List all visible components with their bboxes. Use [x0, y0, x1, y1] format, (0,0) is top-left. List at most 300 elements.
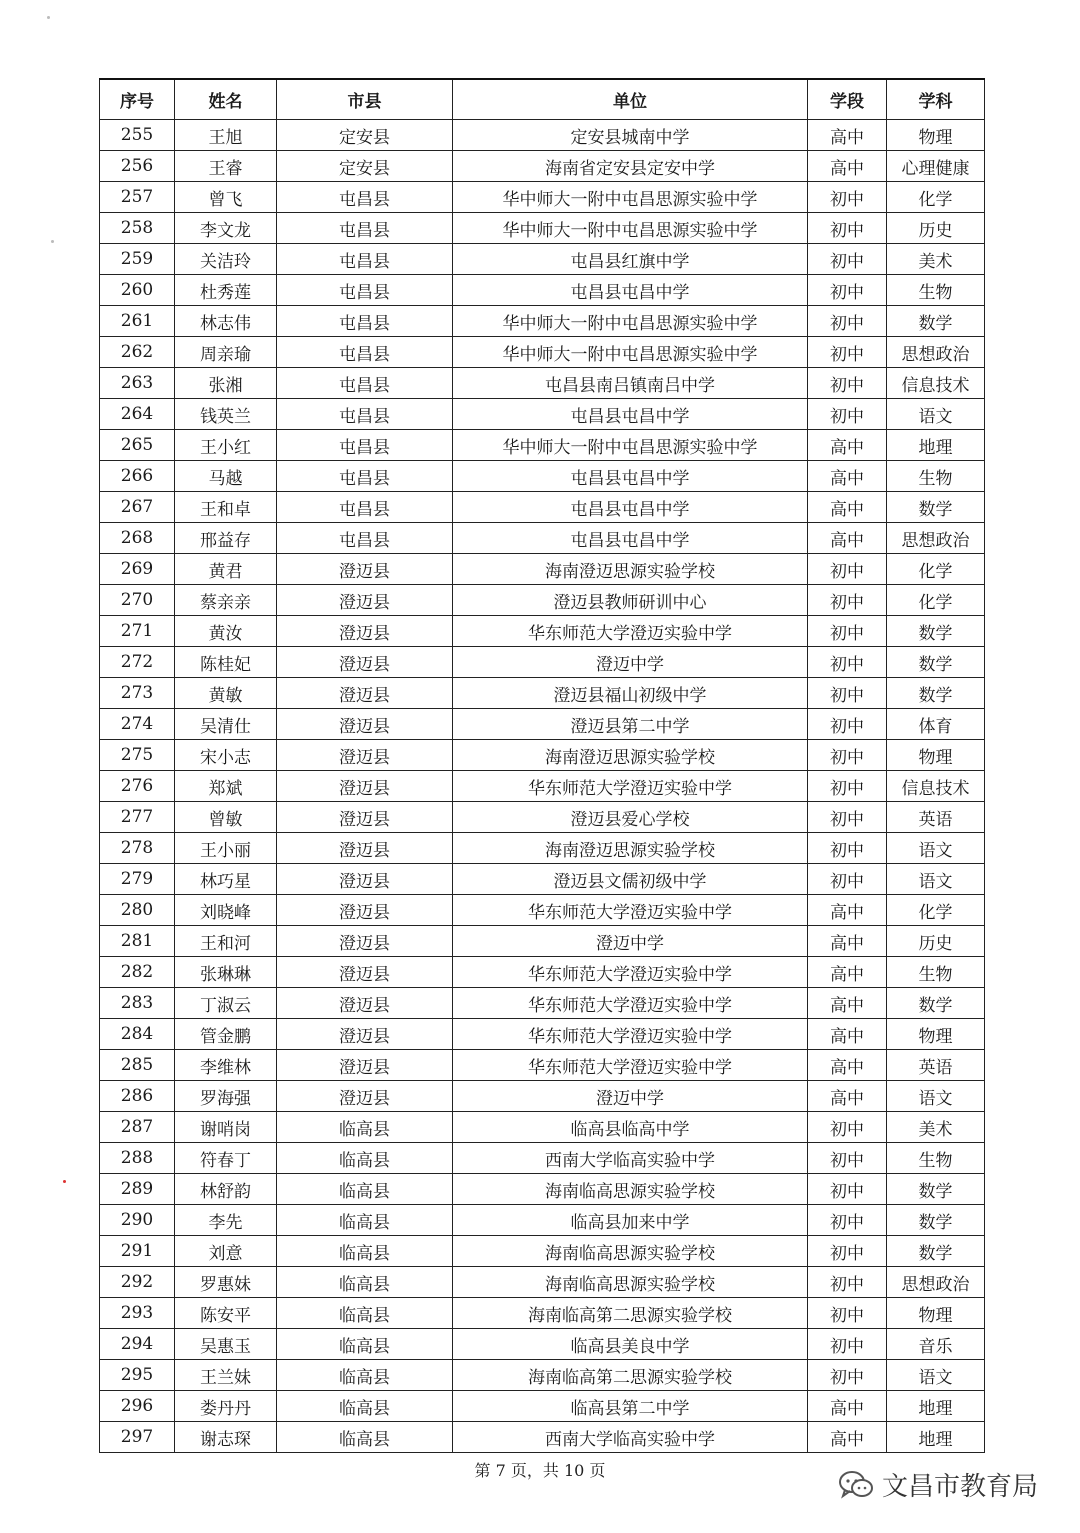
- header-stage: 学段: [808, 79, 887, 120]
- cell-county: 屯昌县: [277, 182, 453, 213]
- cell-subject: 语文: [887, 1081, 985, 1112]
- cell-stage: 初中: [808, 864, 887, 895]
- cell-name: 张琳琳: [175, 957, 277, 988]
- cell-county: 临高县: [277, 1174, 453, 1205]
- cell-name: 陈安平: [175, 1298, 277, 1329]
- cell-unit: 华中师大一附中屯昌思源实验中学: [453, 430, 808, 461]
- cell-index: 291: [100, 1236, 175, 1267]
- cell-stage: 初中: [808, 306, 887, 337]
- table-row: [100, 1422, 985, 1453]
- cell-index: 294: [100, 1329, 175, 1360]
- cell-subject: 物理: [887, 120, 985, 151]
- cell-county: 临高县: [277, 1298, 453, 1329]
- cell-index: 259: [100, 244, 175, 275]
- table-row: [100, 709, 985, 740]
- table-row: [100, 647, 985, 678]
- cell-name: 王睿: [175, 151, 277, 182]
- cell-index: 292: [100, 1267, 175, 1298]
- cell-unit: 屯昌县屯昌中学: [453, 461, 808, 492]
- cell-county: 屯昌县: [277, 337, 453, 368]
- cell-subject: 体育: [887, 709, 985, 740]
- cell-name: 黄敏: [175, 678, 277, 709]
- cell-unit: 华中师大一附中屯昌思源实验中学: [453, 337, 808, 368]
- cell-stage: 高中: [808, 492, 887, 523]
- table-row: [100, 1112, 985, 1143]
- cell-county: 临高县: [277, 1329, 453, 1360]
- cell-index: 268: [100, 523, 175, 554]
- cell-unit: 澄迈县文儒初级中学: [453, 864, 808, 895]
- cell-subject: 信息技术: [887, 368, 985, 399]
- header-county: 市县: [277, 79, 453, 120]
- table-row: [100, 988, 985, 1019]
- cell-index: 262: [100, 337, 175, 368]
- table-row: [100, 1298, 985, 1329]
- cell-index: 274: [100, 709, 175, 740]
- cell-county: 临高县: [277, 1205, 453, 1236]
- cell-subject: 物理: [887, 1298, 985, 1329]
- cell-index: 297: [100, 1422, 175, 1453]
- cell-county: 澄迈县: [277, 554, 453, 585]
- cell-name: 王和卓: [175, 492, 277, 523]
- cell-index: 261: [100, 306, 175, 337]
- cell-index: 287: [100, 1112, 175, 1143]
- cell-county: 澄迈县: [277, 1050, 453, 1081]
- cell-unit: 屯昌县南吕镇南吕中学: [453, 368, 808, 399]
- cell-name: 蔡亲亲: [175, 585, 277, 616]
- cell-unit: 华东师范大学澄迈实验中学: [453, 771, 808, 802]
- cell-name: 钱英兰: [175, 399, 277, 430]
- cell-unit: 海南临高思源实验学校: [453, 1236, 808, 1267]
- cell-stage: 初中: [808, 1298, 887, 1329]
- cell-name: 罗海强: [175, 1081, 277, 1112]
- cell-index: 282: [100, 957, 175, 988]
- cell-stage: 初中: [808, 182, 887, 213]
- cell-subject: 美术: [887, 244, 985, 275]
- cell-index: 258: [100, 213, 175, 244]
- cell-name: 马越: [175, 461, 277, 492]
- table-row: [100, 1174, 985, 1205]
- cell-name: 刘意: [175, 1236, 277, 1267]
- scan-speck: [51, 240, 54, 243]
- cell-stage: 初中: [808, 678, 887, 709]
- cell-unit: 华中师大一附中屯昌思源实验中学: [453, 182, 808, 213]
- table-row: [100, 461, 985, 492]
- cell-subject: 数学: [887, 1205, 985, 1236]
- cell-stage: 初中: [808, 1174, 887, 1205]
- cell-stage: 高中: [808, 988, 887, 1019]
- cell-name: 王小红: [175, 430, 277, 461]
- table-row: [100, 120, 985, 151]
- cell-subject: 生物: [887, 1143, 985, 1174]
- cell-county: 临高县: [277, 1422, 453, 1453]
- cell-stage: 初中: [808, 399, 887, 430]
- cell-name: 林志伟: [175, 306, 277, 337]
- cell-subject: 化学: [887, 585, 985, 616]
- cell-index: 293: [100, 1298, 175, 1329]
- cell-index: 275: [100, 740, 175, 771]
- cell-index: 263: [100, 368, 175, 399]
- cell-unit: 澄迈中学: [453, 926, 808, 957]
- cell-unit: 海南澄迈思源实验学校: [453, 554, 808, 585]
- table-row: [100, 926, 985, 957]
- cell-subject: 化学: [887, 895, 985, 926]
- cell-subject: 地理: [887, 1391, 985, 1422]
- cell-index: 278: [100, 833, 175, 864]
- cell-subject: 生物: [887, 275, 985, 306]
- cell-unit: 西南大学临高实验中学: [453, 1143, 808, 1174]
- cell-index: 269: [100, 554, 175, 585]
- cell-county: 澄迈县: [277, 740, 453, 771]
- table-row: [100, 182, 985, 213]
- cell-unit: 临高县美良中学: [453, 1329, 808, 1360]
- cell-unit: 海南临高思源实验学校: [453, 1174, 808, 1205]
- cell-index: 271: [100, 616, 175, 647]
- cell-unit: 海南澄迈思源实验学校: [453, 740, 808, 771]
- table-row: [100, 585, 985, 616]
- table-row: [100, 864, 985, 895]
- cell-index: 281: [100, 926, 175, 957]
- cell-county: 澄迈县: [277, 647, 453, 678]
- table-row: [100, 523, 985, 554]
- cell-unit: 海南临高第二思源实验学校: [453, 1360, 808, 1391]
- cell-county: 屯昌县: [277, 275, 453, 306]
- cell-index: 283: [100, 988, 175, 1019]
- cell-name: 娄丹丹: [175, 1391, 277, 1422]
- cell-subject: 数学: [887, 616, 985, 647]
- table-row: [100, 1267, 985, 1298]
- cell-stage: 高中: [808, 957, 887, 988]
- wechat-chat-icon: [838, 1470, 874, 1500]
- cell-name: 符春丁: [175, 1143, 277, 1174]
- table-row: [100, 771, 985, 802]
- cell-unit: 华东师范大学澄迈实验中学: [453, 988, 808, 1019]
- cell-stage: 高中: [808, 461, 887, 492]
- cell-name: 宋小志: [175, 740, 277, 771]
- cell-county: 屯昌县: [277, 523, 453, 554]
- cell-county: 定安县: [277, 151, 453, 182]
- cell-name: 林舒韵: [175, 1174, 277, 1205]
- table-row: [100, 1143, 985, 1174]
- cell-county: 澄迈县: [277, 1019, 453, 1050]
- cell-name: 邢益存: [175, 523, 277, 554]
- cell-subject: 音乐: [887, 1329, 985, 1360]
- cell-stage: 初中: [808, 337, 887, 368]
- cell-county: 屯昌县: [277, 399, 453, 430]
- cell-county: 屯昌县: [277, 430, 453, 461]
- cell-subject: 思想政治: [887, 1267, 985, 1298]
- cell-name: 陈桂妃: [175, 647, 277, 678]
- table-row: [100, 1236, 985, 1267]
- cell-unit: 华东师范大学澄迈实验中学: [453, 616, 808, 647]
- cell-county: 澄迈县: [277, 678, 453, 709]
- header-name: 姓名: [175, 79, 277, 120]
- cell-unit: 海南临高思源实验学校: [453, 1267, 808, 1298]
- cell-county: 屯昌县: [277, 492, 453, 523]
- table-row: [100, 275, 985, 306]
- teacher-roster-table: [99, 78, 985, 1453]
- table-row: [100, 802, 985, 833]
- cell-subject: 化学: [887, 182, 985, 213]
- cell-stage: 初中: [808, 213, 887, 244]
- cell-index: 273: [100, 678, 175, 709]
- header-index: 序号: [100, 79, 175, 120]
- cell-unit: 临高县加来中学: [453, 1205, 808, 1236]
- table-row: [100, 554, 985, 585]
- cell-stage: 高中: [808, 1422, 887, 1453]
- cell-subject: 数学: [887, 1174, 985, 1205]
- cell-unit: 华中师大一附中屯昌思源实验中学: [453, 306, 808, 337]
- table-row: [100, 1019, 985, 1050]
- cell-unit: 屯昌县屯昌中学: [453, 399, 808, 430]
- table-row: [100, 833, 985, 864]
- cell-index: 288: [100, 1143, 175, 1174]
- cell-unit: 华东师范大学澄迈实验中学: [453, 895, 808, 926]
- cell-unit: 澄迈中学: [453, 1081, 808, 1112]
- cell-name: 关洁玲: [175, 244, 277, 275]
- cell-unit: 海南澄迈思源实验学校: [453, 833, 808, 864]
- cell-name: 周亲瑜: [175, 337, 277, 368]
- table-header-row: [100, 79, 985, 120]
- watermark-text: 文昌市教育局: [882, 1472, 1039, 1502]
- cell-index: 290: [100, 1205, 175, 1236]
- cell-county: 临高县: [277, 1143, 453, 1174]
- table-row: [100, 1205, 985, 1236]
- cell-county: 屯昌县: [277, 306, 453, 337]
- cell-index: 276: [100, 771, 175, 802]
- cell-name: 杜秀莲: [175, 275, 277, 306]
- cell-county: 澄迈县: [277, 802, 453, 833]
- table-row: [100, 337, 985, 368]
- cell-unit: 澄迈县爱心学校: [453, 802, 808, 833]
- cell-index: 260: [100, 275, 175, 306]
- cell-stage: 高中: [808, 1391, 887, 1422]
- cell-index: 265: [100, 430, 175, 461]
- cell-name: 王和河: [175, 926, 277, 957]
- table-row: [100, 430, 985, 461]
- cell-county: 澄迈县: [277, 709, 453, 740]
- cell-name: 张湘: [175, 368, 277, 399]
- cell-stage: 高中: [808, 523, 887, 554]
- cell-stage: 初中: [808, 1329, 887, 1360]
- scan-speck: [47, 16, 50, 19]
- cell-subject: 数学: [887, 306, 985, 337]
- cell-county: 澄迈县: [277, 926, 453, 957]
- cell-name: 管金鹏: [175, 1019, 277, 1050]
- cell-county: 临高县: [277, 1236, 453, 1267]
- cell-unit: 屯昌县屯昌中学: [453, 523, 808, 554]
- cell-stage: 高中: [808, 430, 887, 461]
- cell-unit: 临高县临高中学: [453, 1112, 808, 1143]
- cell-unit: 澄迈县教师研训中心: [453, 585, 808, 616]
- page-number-footer: 第 7 页，共 10 页: [474, 1461, 606, 1480]
- cell-index: 286: [100, 1081, 175, 1112]
- cell-stage: 初中: [808, 616, 887, 647]
- cell-stage: 初中: [808, 585, 887, 616]
- cell-county: 临高县: [277, 1267, 453, 1298]
- cell-name: 李文龙: [175, 213, 277, 244]
- cell-name: 曾敏: [175, 802, 277, 833]
- table-row: [100, 1391, 985, 1422]
- cell-unit: 澄迈县第二中学: [453, 709, 808, 740]
- cell-index: 272: [100, 647, 175, 678]
- cell-index: 255: [100, 120, 175, 151]
- cell-name: 郑斌: [175, 771, 277, 802]
- cell-subject: 数学: [887, 988, 985, 1019]
- table-row: [100, 1081, 985, 1112]
- table-row: [100, 616, 985, 647]
- cell-stage: 初中: [808, 1267, 887, 1298]
- cell-stage: 初中: [808, 1112, 887, 1143]
- cell-name: 吴惠玉: [175, 1329, 277, 1360]
- cell-unit: 定安县城南中学: [453, 120, 808, 151]
- cell-county: 澄迈县: [277, 988, 453, 1019]
- cell-stage: 初中: [808, 647, 887, 678]
- cell-unit: 华东师范大学澄迈实验中学: [453, 1019, 808, 1050]
- cell-stage: 高中: [808, 926, 887, 957]
- cell-subject: 数学: [887, 647, 985, 678]
- header-unit: 单位: [453, 79, 808, 120]
- cell-index: 285: [100, 1050, 175, 1081]
- cell-county: 澄迈县: [277, 1081, 453, 1112]
- cell-county: 澄迈县: [277, 771, 453, 802]
- cell-subject: 化学: [887, 554, 985, 585]
- cell-name: 罗惠妹: [175, 1267, 277, 1298]
- cell-stage: 初中: [808, 802, 887, 833]
- cell-subject: 思想政治: [887, 337, 985, 368]
- table-row: [100, 1360, 985, 1391]
- cell-unit: 海南省定安县定安中学: [453, 151, 808, 182]
- cell-subject: 英语: [887, 1050, 985, 1081]
- cell-index: 266: [100, 461, 175, 492]
- cell-subject: 历史: [887, 213, 985, 244]
- table-row: [100, 957, 985, 988]
- cell-name: 曾飞: [175, 182, 277, 213]
- cell-index: 295: [100, 1360, 175, 1391]
- cell-index: 289: [100, 1174, 175, 1205]
- table-body: [100, 120, 985, 1453]
- cell-subject: 心理健康: [887, 151, 985, 182]
- table-row: [100, 306, 985, 337]
- cell-unit: 华东师范大学澄迈实验中学: [453, 1050, 808, 1081]
- cell-subject: 语文: [887, 399, 985, 430]
- cell-unit: 海南临高第二思源实验学校: [453, 1298, 808, 1329]
- cell-stage: 初中: [808, 1236, 887, 1267]
- cell-subject: 语文: [887, 864, 985, 895]
- cell-stage: 初中: [808, 709, 887, 740]
- cell-unit: 临高县第二中学: [453, 1391, 808, 1422]
- cell-name: 黄君: [175, 554, 277, 585]
- table-row: [100, 678, 985, 709]
- cell-stage: 初中: [808, 771, 887, 802]
- cell-name: 吴清仕: [175, 709, 277, 740]
- cell-index: 256: [100, 151, 175, 182]
- cell-name: 林巧星: [175, 864, 277, 895]
- cell-index: 296: [100, 1391, 175, 1422]
- table-row: [100, 244, 985, 275]
- cell-name: 刘晓峰: [175, 895, 277, 926]
- cell-name: 王小丽: [175, 833, 277, 864]
- cell-subject: 生物: [887, 957, 985, 988]
- cell-stage: 高中: [808, 1081, 887, 1112]
- cell-subject: 语文: [887, 833, 985, 864]
- cell-county: 屯昌县: [277, 461, 453, 492]
- cell-stage: 初中: [808, 740, 887, 771]
- cell-stage: 高中: [808, 895, 887, 926]
- cell-name: 谢志琛: [175, 1422, 277, 1453]
- cell-stage: 初中: [808, 1205, 887, 1236]
- cell-unit: 华中师大一附中屯昌思源实验中学: [453, 213, 808, 244]
- cell-county: 临高县: [277, 1360, 453, 1391]
- cell-county: 澄迈县: [277, 957, 453, 988]
- table-row: [100, 399, 985, 430]
- cell-name: 李先: [175, 1205, 277, 1236]
- cell-name: 李维林: [175, 1050, 277, 1081]
- cell-subject: 美术: [887, 1112, 985, 1143]
- cell-name: 丁淑云: [175, 988, 277, 1019]
- cell-unit: 澄迈县福山初级中学: [453, 678, 808, 709]
- cell-stage: 初中: [808, 368, 887, 399]
- cell-unit: 屯昌县红旗中学: [453, 244, 808, 275]
- cell-name: 谢哨岗: [175, 1112, 277, 1143]
- cell-subject: 物理: [887, 740, 985, 771]
- cell-name: 黄汝: [175, 616, 277, 647]
- cell-index: 279: [100, 864, 175, 895]
- cell-county: 屯昌县: [277, 213, 453, 244]
- cell-stage: 高中: [808, 120, 887, 151]
- cell-county: 澄迈县: [277, 616, 453, 647]
- cell-subject: 英语: [887, 802, 985, 833]
- cell-unit: 华东师范大学澄迈实验中学: [453, 957, 808, 988]
- cell-county: 临高县: [277, 1391, 453, 1422]
- cell-subject: 生物: [887, 461, 985, 492]
- table-row: [100, 151, 985, 182]
- cell-index: 284: [100, 1019, 175, 1050]
- cell-county: 定安县: [277, 120, 453, 151]
- cell-subject: 语文: [887, 1360, 985, 1391]
- cell-subject: 物理: [887, 1019, 985, 1050]
- cell-county: 屯昌县: [277, 368, 453, 399]
- cell-subject: 数学: [887, 1236, 985, 1267]
- cell-stage: 初中: [808, 1143, 887, 1174]
- cell-subject: 历史: [887, 926, 985, 957]
- cell-stage: 初中: [808, 244, 887, 275]
- cell-subject: 数学: [887, 492, 985, 523]
- cell-subject: 地理: [887, 430, 985, 461]
- table-row: [100, 740, 985, 771]
- table-row: [100, 1329, 985, 1360]
- cell-subject: 信息技术: [887, 771, 985, 802]
- cell-unit: 屯昌县屯昌中学: [453, 492, 808, 523]
- table-row: [100, 492, 985, 523]
- cell-stage: 初中: [808, 1360, 887, 1391]
- cell-stage: 高中: [808, 151, 887, 182]
- cell-county: 屯昌县: [277, 244, 453, 275]
- cell-index: 267: [100, 492, 175, 523]
- cell-subject: 思想政治: [887, 523, 985, 554]
- cell-index: 257: [100, 182, 175, 213]
- scan-speck: [63, 1180, 66, 1183]
- cell-stage: 初中: [808, 833, 887, 864]
- cell-county: 澄迈县: [277, 864, 453, 895]
- header-subject: 学科: [887, 79, 985, 120]
- cell-subject: 地理: [887, 1422, 985, 1453]
- cell-name: 王旭: [175, 120, 277, 151]
- table-row: [100, 895, 985, 926]
- table-row: [100, 213, 985, 244]
- table-row: [100, 1050, 985, 1081]
- cell-index: 277: [100, 802, 175, 833]
- publisher-watermark: [838, 1466, 1038, 1503]
